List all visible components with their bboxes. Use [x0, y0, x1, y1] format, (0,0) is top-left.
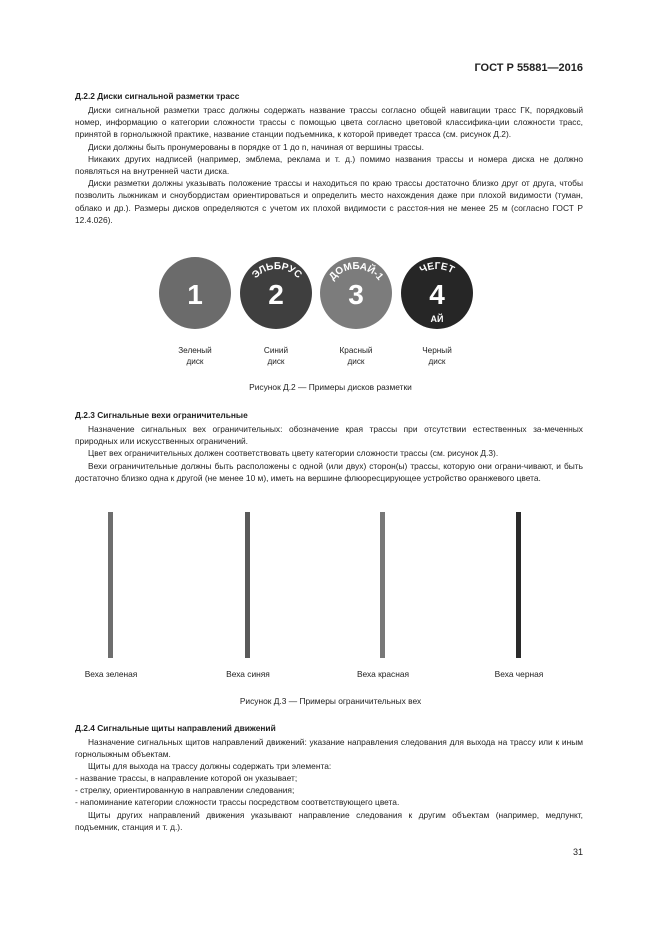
section-body-d24 [75, 736, 583, 773]
pole-blue [245, 512, 250, 658]
disc-label [316, 345, 396, 367]
disc-label-line: Синий [263, 346, 289, 355]
figure-caption-d2: Рисунок Д.2 — Примеры дисков разметки [249, 382, 412, 392]
section-title-d22: Д.2.2 Диски сигнальной разметки трасс [75, 91, 240, 101]
pole-label: Веха красная [356, 669, 410, 679]
section-title-d24: Д.2.4 Сигнальные щиты направлений движений [75, 723, 276, 733]
paragraph: Назначение сигнальных щитов направлений движений: указание направления следования для выхода на трассу или к иным горнолыжным объектам. [75, 737, 583, 760]
disc-label-line: диск [347, 357, 365, 366]
list-item: - напоминание категории сложности трассы посредством соответствующего цвета. [75, 797, 400, 808]
pole-green [108, 512, 113, 658]
paragraph: Диски должны быть пронумерованы в порядке от 1 до n, начиная от вершины трассы. [88, 141, 424, 152]
disc-name: ДОМБАЙ-1 [327, 260, 386, 283]
pole-label: Веха зеленая [84, 669, 138, 679]
pole-red [380, 512, 385, 658]
section-title-d23: Д.2.3 Сигнальные вехи ограничительные [75, 410, 248, 420]
paragraph: Вехи ограничительные должны быть расположены с одной (или двух) сторон(ы) трассы, которую они ограни-чивают, и быть достаточно близко одна к другой (не менее 10 м), иметь на вершине флюоресцирующее устройство оранжевого цвета. [75, 460, 583, 483]
disc-number: 4 [429, 279, 445, 310]
disc-label-line: диск [428, 357, 446, 366]
section-body-d23 [75, 423, 583, 484]
document-header: ГОСТ Р 55881—2016 [474, 62, 583, 74]
disc-number: 1 [187, 279, 203, 310]
paragraph: Цвет вех ограничительных должен соответствовать цвету категории сложности трассы (см. рисунок Д.3). [88, 448, 499, 459]
list-item: - стрелку, ориентированную в направлении следования; [75, 785, 295, 796]
disc-label-line: диск [267, 357, 285, 366]
requirements-list [75, 772, 583, 809]
disc-label-line: диск [186, 357, 204, 366]
list-item: - название трассы, в направление которой он указывает; [75, 773, 298, 783]
disc-label-line: Зеленый [178, 346, 212, 355]
section-body-d22 [75, 104, 583, 226]
disc-label-line: Черный [422, 346, 452, 355]
pole-label: Веха черная [494, 669, 544, 679]
disc-label [155, 345, 235, 367]
paragraph: Диски разметки должны указывать положение трассы и находиться по краю трассы достаточно близко друг от друга, чтобы позволить лыжникам и сноубордистам ориентироваться и определить место нахождения даже при плохой видимости (туман, облако и др.). Размеры дисков определяются с учетом их плохой видимости с расстоя-ния не менее 25 м (согласно ГОСТ Р 12.4.026). [75, 178, 583, 225]
figure-caption-d3: Рисунок Д.3 — Примеры ограничительных вех [239, 696, 422, 706]
paragraph: Никаких других надписей (например, эмблема, реклама и т. д.) помимо названия трассы и номера диска не должно появляться на внутренней части диска. [75, 153, 583, 177]
disc-number: 2 [268, 279, 284, 310]
pole-black [516, 512, 521, 658]
disc-name-bottom: АЙ [430, 314, 444, 324]
discs-svg [0, 253, 661, 343]
disc-number: 3 [348, 279, 364, 310]
disc-label [397, 345, 477, 367]
paragraph: Щиты для выхода на трассу должны содержать три элемента: [88, 761, 332, 772]
disc-name: ЧЕГЕТ [418, 260, 456, 277]
disc-name: ЭЛЬБРУС [250, 260, 304, 281]
figure-discs [0, 253, 661, 373]
disc-label-line: Красный [339, 346, 373, 355]
disc-label [236, 345, 316, 367]
paragraph: Щиты других направлений движения указывают направление следования к другим объектам (например, медпункт, подъемник, станция и т. д.). [75, 810, 583, 833]
pole-label: Веха синяя [226, 669, 270, 679]
page-number: 31 [572, 847, 583, 857]
section-body-d24-last [75, 809, 583, 833]
paragraph: Назначение сигнальных вех ограничительных: обозначение края трассы при отсутствии естественных за-меченных природных или искусственных ограничений. [75, 424, 583, 447]
paragraph: Диски сигнальной разметки трасс должны содержать название трассы согласно общей навигации трасс ГК, порядковый номер, информацию о категории сложности трассы с помощью цвета согласно цветовой классифика-ции сложности трасс, принятой в горнолыжной практике, название станции подъемника, к которой приведет трасса (см. рисунок Д.2). [75, 105, 583, 140]
